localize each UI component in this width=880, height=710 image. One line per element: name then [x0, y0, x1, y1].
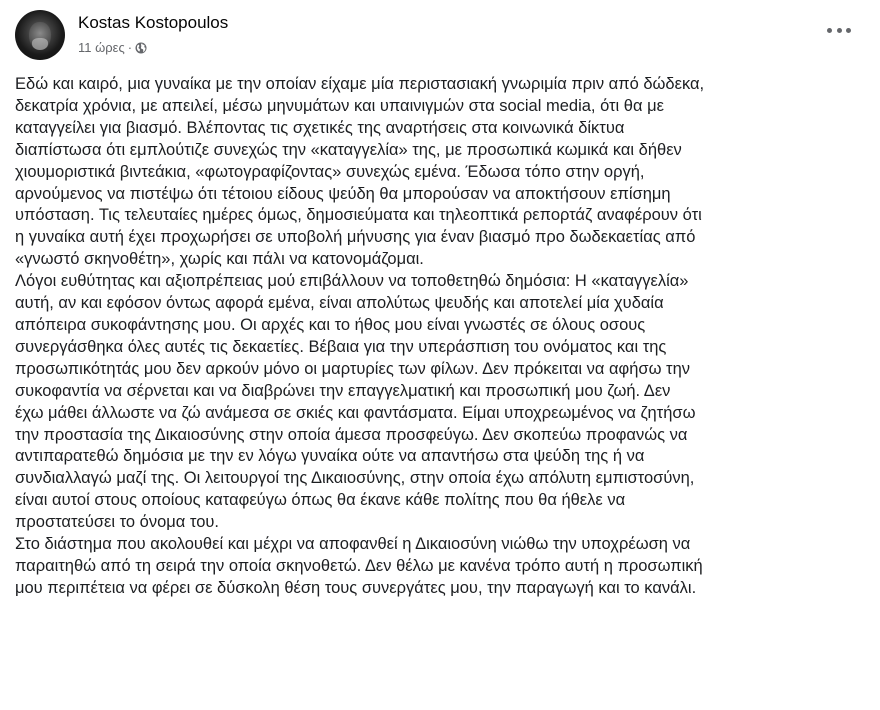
meta-separator: ·: [127, 40, 133, 55]
more-options-icon-dot: [837, 28, 842, 33]
post-line: την προστασία της Δικαιοσύνης στην οποία άμεσα προσφεύγω. Δεν σκοπεύω προφανώς να: [15, 425, 688, 444]
post-line: Λόγοι ευθύτητας και αξιοπρέπειας μού επιβάλλουν να τοποθετηθώ δημόσια: Η «καταγγελία»: [15, 272, 689, 291]
post-line: υπόσταση. Τις τελευταίες ημέρες όμως, δημοσιεύματα και τηλεοπτικά ρεπορτάζ αναφέρουν ότι: [15, 206, 702, 225]
author-name[interactable]: Kostas Kostopoulos: [78, 13, 229, 32]
post-line: συνεργάσθηκα όλες αυτές τις δεκαετίες. Βέβαια για την υπεράσπιση του ονόματος και της: [15, 337, 667, 356]
post-line: έχω μάθει άλλωστε να ζώ ανάμεσα σε σκιές και φαντάσματα. Είμαι υποχρεωμένος να ζητήσω: [15, 403, 696, 422]
post-line: Εδώ και καιρό, μια γυναίκα με την οποίαν είχαμε μία περιστασιακή γνωριμία πριν από δώδεκα,: [15, 75, 705, 93]
post-body: [15, 74, 875, 600]
post-line: απόπειρα συκοφάντησης μου. Οι αρχές και το ήθος μου είναι γνωστές σε όλους οσους: [15, 315, 646, 334]
more-options-button[interactable]: [827, 24, 851, 36]
post-line: καταγγείλει για βιασμό. Βλέποντας τις σχετικές της αναρτήσεις στα κοινωνικά δίκτυα: [15, 118, 625, 137]
globe-icon[interactable]: [135, 42, 147, 54]
post-line: συκοφαντία να σέρνεται και να διαβρώνει την επαγγελματική και προσωπική μου ζωή. Δεν: [15, 381, 671, 400]
post-line: αντιπαρατεθώ δημόσια με την εν λόγω γυναίκα ούτε να απαντήσω στα ψεύδη της ή να: [15, 447, 645, 466]
post-line: προστατεύσει το όνομα του.: [15, 513, 219, 532]
post-line: «γνωστό σκηνοθέτη», χωρίς και πάλι να κατονομάζομαι.: [15, 250, 424, 269]
post-line: Στο διάστημα που ακολουθεί και μέχρι να αποφανθεί η Δικαιοσύνη νιώθω την υποχρέωση να: [15, 535, 691, 554]
post-timestamp[interactable]: 11 ώρες: [78, 40, 125, 55]
post-header: [15, 10, 865, 62]
post-line: αυτή, αν και εφόσον όντως αφορά εμένα, είναι απολύτως ψευδής και αποτελεί μία χυδαία: [15, 294, 664, 313]
post-line: παραιτηθώ από τη σειρά την οποία σκηνοθετώ. Δεν θέλω με κανένα τρόπο αυτή η προσωπική: [15, 556, 703, 575]
post-line: προσωπικότητάς μου δεν αρκούν μόνο οι μαρτυρίες των φίλων. Δεν πρόκειται να αφήσω την: [15, 359, 690, 378]
more-options-icon-dot: [846, 28, 851, 33]
avatar-beard: [32, 38, 48, 50]
post-line: συνδιαλλαγώ μαζί της. Οι λειτουργοί της Δικαιοσύνης, στην οποία έχω απόλυτη εμπιστοσύνη,: [15, 469, 695, 488]
post-line: η γυναίκα αυτή έχει προχωρήσει σε υποβολή μήνυσης για έναν βιασμό προ δωδεκαετίας από: [15, 228, 696, 247]
post-line: δεκατρία χρόνια, με απειλεί, μέσω μηνυμάτων και υπαινιγμών στα social media, ότι θα με: [15, 96, 664, 115]
post-line: διαπίστωσα ότι εμπλούτιζε συνεχώς την «καταγγελία» της, με προσωπικά κωμικά και δήθεν: [15, 140, 682, 159]
post-line: αρνούμενος να πιστέψω ότι τέτοιου είδους ψεύδη θα μπορούσαν να αποκτήσουν επίσημη: [15, 184, 671, 203]
avatar[interactable]: [15, 10, 65, 60]
post-line: είναι αυτοί στους οποίους καταφεύγω όπως θα έκανε κάθε πολίτης που θα ήθελε να: [15, 491, 626, 510]
more-options-icon-dot: [827, 28, 832, 33]
post-meta: [78, 40, 147, 55]
post-line: μου περιπέτεια να φέρει σε δύσκολη θέση τους συνεργάτες μου, την παραγωγή και το κανάλι.: [15, 578, 697, 597]
post-line: χιουμοριστικά βιντεάκια, «φωτογραφίζοντας» συνεχώς εμένα. Έδωσα τόπο στην οργή,: [15, 162, 645, 181]
